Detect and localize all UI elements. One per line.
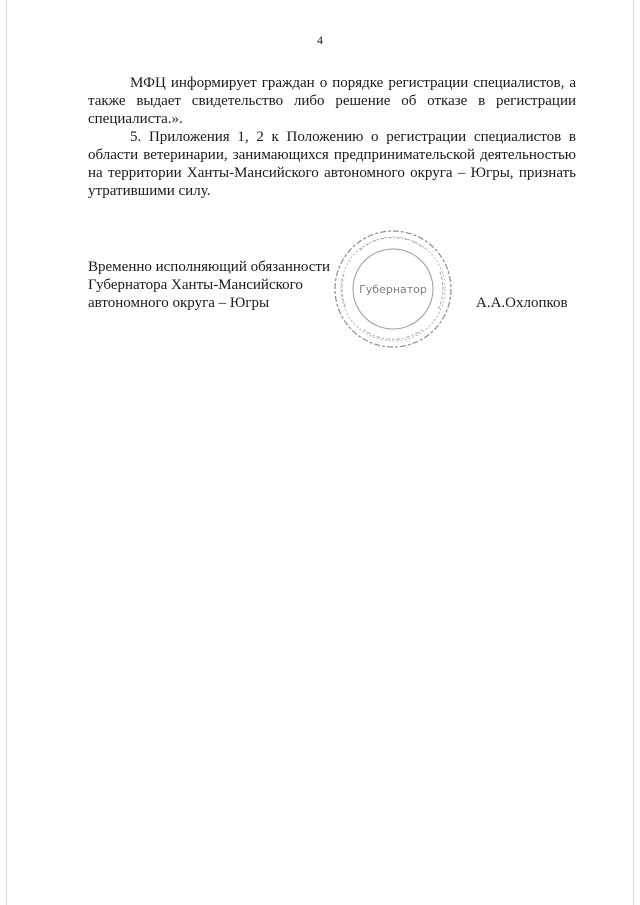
paragraph-5: 5. Приложения 1, 2 к Положению о регистрации специалистов в области ветеринарии, занимающихся предпринимательской деятельностью на территории Ханты-Мансийского автономного округа – Югры, признать утратившими силу.: [88, 129, 576, 199]
left-scan-edge: [6, 0, 7, 905]
official-seal-stamp: [330, 226, 456, 352]
signature-title-line-3: автономного округа – Югры: [88, 295, 270, 311]
page-number: 4: [317, 33, 323, 47]
paragraph-mfc: МФЦ информирует граждан о порядке регистрации специалистов, а также выдает свидетельство либо решение об отказе в регистрации специалиста.».: [88, 75, 576, 127]
signature-title-line-1: Временно исполняющий обязанности: [88, 259, 331, 275]
signer-name: А.А.Охлопков: [476, 295, 568, 311]
signature-title-line-2: Губернатора Ханты-Мансийского: [88, 277, 303, 293]
stamp-label: Губернатор: [359, 283, 427, 296]
signature-title: [88, 258, 330, 312]
right-scan-edge: [633, 0, 634, 905]
body-text: [88, 74, 576, 200]
